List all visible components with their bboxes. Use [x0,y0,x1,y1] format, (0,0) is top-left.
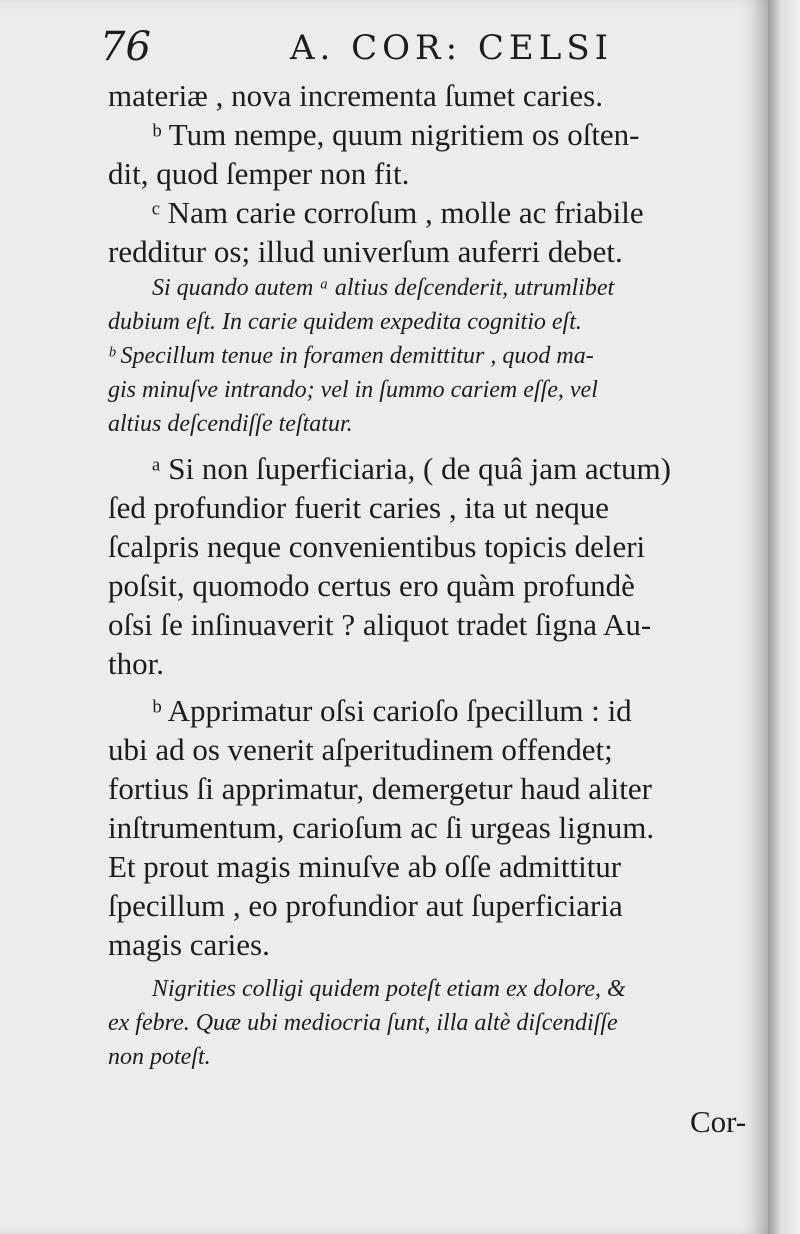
text-line: ſcalpris neque convenientibus topicis deleri [108,529,646,564]
text-line: ᶜ Nam carie corroſum , molle ac friabile [152,195,644,230]
text-line: ſed profundior fuerit caries , ita ut neque [108,490,609,525]
text-line: ᵇ Specillum tenue in foramen demittitur , quod ma- [108,343,594,369]
text-line: redditur os; illud univerſum auferri debet. [108,234,623,269]
text-line: ex febre. Quæ ubi mediocria ſunt, illa altè diſcendiſſe [108,1010,618,1036]
running-title: A. COR: CELSI [290,28,614,68]
paragraph-gap [108,683,758,691]
text-line: Si quando autem ᵃ altius deſcenderit, utrumlibet [152,275,615,301]
page-body-text [108,76,758,1074]
text-line: altius deſcendiſſe teſtatur. [108,411,353,437]
text-line: materiæ , nova incrementa ſumet caries. [108,78,603,113]
text-line: ubi ad os venerit aſperitudinem offendet; [108,732,613,767]
text-line: fortius ſi apprimatur, demergetur haud aliter [108,771,652,806]
text-line: Et prout magis minuſve ab oſſe admittitur [108,849,622,884]
text-line: ᵃ Si non ſuperficiaria, ( de quâ jam actum) [152,451,671,486]
text-line: dit, quod ſemper non fit. [108,156,410,191]
text-line: magis caries. [108,927,270,962]
paragraph-gap [108,441,758,449]
paragraph-gap [108,964,758,972]
text-line: gis minuſve intrando; vel in ſummo cariem eſſe, vel [108,377,598,403]
text-line: poſsit, quomodo certus ero quàm profundè [108,568,635,603]
text-line: ᵇ Tum nempe, quum nigritiem os oſten- [152,117,640,152]
text-line: dubium eſt. In carie quidem expedita cognitio eſt. [108,309,582,335]
text-line: inſtrumentum, carioſum ac ſi urgeas lignum. [108,810,655,845]
page-number: 76 [100,24,151,70]
text-line: ᵇ Apprimatur oſsi carioſo ſpecillum : id [152,693,632,728]
text-line: Nigrities colligi quidem poteſt etiam ex dolore, & [152,976,626,1002]
text-line: thor. [108,646,164,681]
text-line: oſsi ſe inſinuaverit ? aliquot tradet ſigna Au- [108,607,652,642]
running-head [100,18,760,74]
text-line: non poteſt. [108,1044,211,1070]
page-edge-shadow [768,0,800,1234]
catchword: Cor- [690,1104,747,1139]
text-line: ſpecillum , eo profundior aut ſuperficiaria [108,888,623,923]
